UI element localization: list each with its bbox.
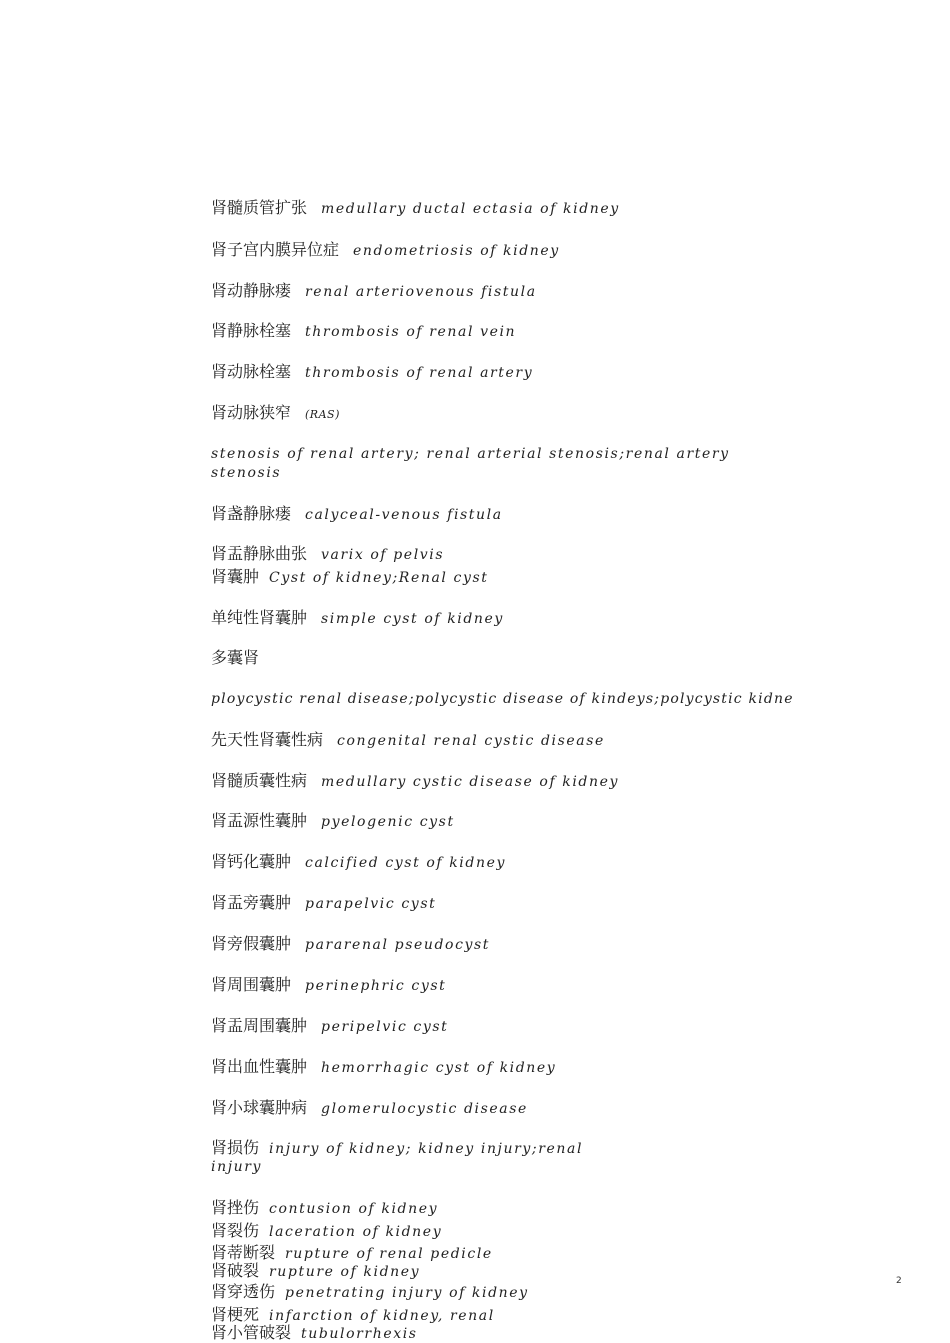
term-english: tubulorrhexis [301, 1326, 418, 1342]
term-english: calcified cyst of kidney [305, 855, 506, 871]
term-entry [211, 504, 503, 525]
term-chinese: 肾动脉栓塞 [211, 362, 292, 381]
term-entry [211, 771, 619, 792]
term-english: injury of kidney; kidney injury;renal [269, 1141, 584, 1157]
term-entry [211, 403, 340, 425]
term-english: injury [211, 1159, 263, 1175]
term-abbreviation: (RAS) [305, 408, 340, 421]
term-entry [211, 811, 455, 832]
term-chinese: 肾动脉狭窄 [211, 403, 292, 422]
term-entry [211, 567, 489, 588]
term-english-line [211, 463, 281, 483]
term-chinese: 肾钙化囊肿 [211, 852, 292, 871]
term-entry [211, 1282, 529, 1303]
term-english: calyceal-venous fistula [305, 507, 503, 523]
term-entry [211, 1198, 438, 1219]
term-entry [211, 198, 620, 219]
term-english: Cyst of kidney;Renal cyst [269, 570, 489, 586]
term-english: peripelvic cyst [321, 1019, 449, 1035]
term-entry [211, 281, 537, 302]
term-english: medullary ductal ectasia of kidney [321, 201, 620, 217]
term-chinese: 肾出血性囊肿 [211, 1057, 308, 1076]
term-english: contusion of kidney [269, 1201, 439, 1217]
term-chinese: 肾周围囊肿 [211, 975, 292, 994]
term-english: infarction of kidney, renal [269, 1308, 495, 1324]
term-english: parapelvic cyst [305, 896, 437, 912]
term-chinese: 肾小管破裂 [211, 1323, 292, 1342]
term-chinese: 肾穿透伤 [211, 1282, 276, 1301]
term-entry [211, 240, 560, 261]
term-english: renal arteriovenous fistula [305, 284, 537, 300]
term-entry [211, 1098, 528, 1119]
term-english: penetrating injury of kidney [285, 1285, 529, 1301]
term-english: perinephric cyst [305, 978, 447, 994]
term-entry [211, 852, 506, 873]
term-english: rupture of kidney [269, 1264, 421, 1280]
term-chinese: 肾盂源性囊肿 [211, 811, 308, 830]
term-chinese: 肾髓质囊性病 [211, 771, 308, 790]
term-english: hemorrhagic cyst of kidney [321, 1060, 557, 1076]
term-chinese: 肾囊肿 [211, 567, 260, 586]
term-english: varix of pelvis [321, 547, 445, 563]
term-entry [211, 1221, 442, 1242]
term-chinese: 肾盂旁囊肿 [211, 893, 292, 912]
term-entry [211, 1016, 448, 1037]
term-entry [211, 608, 504, 629]
term-chinese: 肾盂静脉曲张 [211, 544, 308, 563]
term-entry [211, 1323, 418, 1343]
term-entry [211, 321, 516, 342]
term-chinese: 肾动静脉瘘 [211, 281, 292, 300]
term-chinese: 肾蒂断裂 [211, 1243, 276, 1262]
term-chinese: 肾旁假囊肿 [211, 934, 292, 953]
term-english: simple cyst of kidney [321, 611, 504, 627]
term-entry [211, 934, 490, 955]
term-chinese: 肾盂周围囊肿 [211, 1016, 308, 1035]
term-english: congenital renal cystic disease [337, 733, 605, 749]
term-entry [211, 544, 444, 565]
term-english-line [211, 689, 794, 709]
term-chinese: 肾小球囊肿病 [211, 1098, 308, 1117]
term-entry [211, 893, 436, 914]
term-chinese: 多囊肾 [211, 648, 260, 667]
term-entry [211, 648, 259, 669]
page-number: 2 [896, 1276, 902, 1286]
term-entry [211, 1138, 583, 1159]
term-english: rupture of renal pedicle [285, 1246, 493, 1262]
term-english: pararenal pseudocyst [305, 937, 491, 953]
term-english: thrombosis of renal vein [305, 324, 517, 340]
term-entry [211, 975, 446, 996]
term-chinese: 肾破裂 [211, 1261, 260, 1280]
term-english: pyelogenic cyst [321, 814, 455, 830]
term-english: medullary cystic disease of kidney [321, 774, 620, 790]
term-chinese: 先天性肾囊性病 [211, 730, 324, 749]
term-chinese: 单纯性肾囊肿 [211, 608, 308, 627]
term-english: stenosis [211, 465, 282, 481]
term-chinese: 肾静脉栓塞 [211, 321, 292, 340]
term-chinese: 肾损伤 [211, 1138, 260, 1157]
term-chinese: 肾盏静脉瘘 [211, 504, 292, 523]
term-entry [211, 1261, 420, 1282]
term-english-line [211, 444, 730, 464]
term-english: endometriosis of kidney [353, 243, 560, 259]
term-chinese: 肾裂伤 [211, 1221, 260, 1240]
term-english: laceration of kidney [269, 1224, 443, 1240]
term-english: stenosis of renal artery; renal arterial stenosis;renal artery [211, 446, 730, 462]
term-entry [211, 730, 605, 751]
term-english-line [211, 1157, 262, 1177]
term-entry [211, 362, 533, 383]
term-english: thrombosis of renal artery [305, 365, 534, 381]
term-english: glomerulocystic disease [321, 1101, 528, 1117]
term-chinese: 肾髓质管扩张 [211, 198, 308, 217]
term-chinese: 肾梗死 [211, 1305, 260, 1324]
term-chinese: 肾子宫内膜异位症 [211, 240, 340, 259]
term-english: ploycystic renal disease;polycystic disease of kindeys;polycystic kidne [211, 691, 794, 707]
term-chinese: 肾挫伤 [211, 1198, 260, 1217]
term-entry [211, 1057, 556, 1078]
